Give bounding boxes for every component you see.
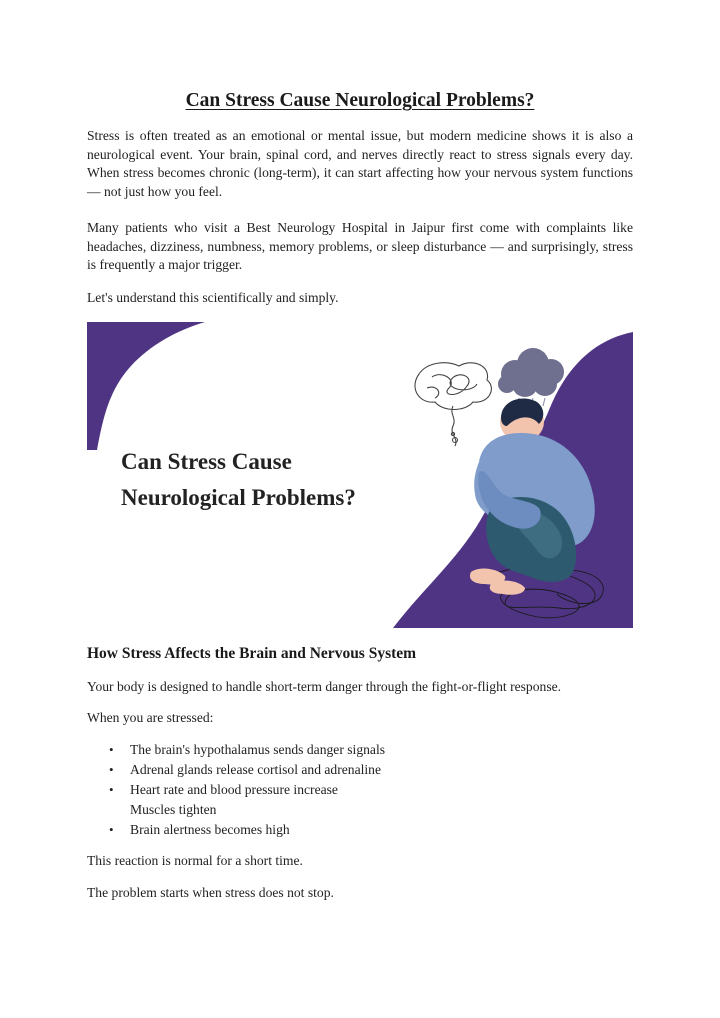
list-item-text: Muscles tighten	[130, 802, 217, 817]
list-item	[87, 800, 633, 820]
bullet-dot: •	[109, 822, 114, 837]
intro-paragraph-1: Stress is often treated as an emotional or mental issue, but modern medicine shows it is also a neurological event. Your brain, spinal cord, and nerves directly react to stress signals every day. When stress becomes chronic (long-term), it can start affecting how your nervous system functions — not just how you feel.	[87, 128, 633, 199]
hero-title-line-2: Neurological Problems?	[121, 485, 356, 510]
hero-title-line-1: Can Stress Cause	[121, 449, 292, 474]
dark-cloud-icon	[498, 348, 564, 397]
hero-title	[121, 444, 441, 516]
list-item	[87, 820, 633, 840]
list-item	[87, 740, 633, 760]
scribble-thought-icon	[415, 363, 491, 446]
list-item-text: The brain's hypothalamus sends danger signals	[130, 742, 386, 757]
intro-paragraph-3: Let's understand this scientifically and simply.	[87, 290, 339, 305]
purple-swoosh-shape	[87, 322, 205, 450]
bullet-dot: •	[109, 762, 114, 777]
stress-response-list	[87, 740, 633, 840]
hero-illustration	[87, 322, 633, 628]
list-item-text: Adrenal glands release cortisol and adrenaline	[130, 762, 381, 777]
list-item-text: Brain alertness becomes high	[130, 822, 290, 837]
list-item-text: Heart rate and blood pressure increase	[130, 782, 338, 797]
intro-paragraph-2: Many patients who visit a Best Neurology Hospital in Jaipur first come with complaints like headaches, dizziness, numbness, memory problems, or sleep disturbance — and surprisingly, stress is frequently a major trigger.	[87, 220, 633, 272]
section-paragraph-2: When you are stressed:	[87, 710, 214, 725]
list-item	[87, 780, 633, 800]
section-heading: How Stress Affects the Brain and Nervous System	[87, 645, 417, 662]
article-title: Can Stress Cause Neurological Problems?	[185, 90, 535, 111]
bullet-dot: •	[109, 742, 114, 757]
bullet-dot: •	[109, 782, 114, 797]
closing-paragraph-2: The problem starts when stress does not stop.	[87, 885, 334, 900]
section-paragraph-1: Your body is designed to handle short-term danger through the fight-or-flight response.	[87, 679, 562, 694]
closing-paragraph-1: This reaction is normal for a short time.	[87, 853, 303, 868]
list-item	[87, 760, 633, 780]
